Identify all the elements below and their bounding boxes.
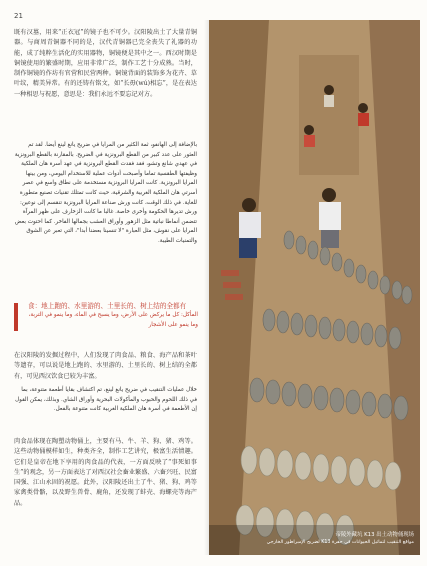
paragraph-zh-meat: 肉食品体现在陶塑动物俑上，主要有马、牛、羊、狗、猪、鸡等。这些动物俑模样如生，种类齐全，制作工艺讲究，极富生活情趣。它们是皇帝在地下享用的肉食品的代表，一方面反映了“事死如事生”的观念，另一方面表达了对西汉社会畜业繁盛、六畜兴旺、民富国强、江山永固的祝愿。此外，汉阳陵还出土了牛、猪、狗、鸡等家禽类骨骼，以及野生兽骨、鹿角，还发现了蚌壳、海螺壳等海产品。 bbox=[14, 438, 197, 507]
meat-block-zh bbox=[14, 437, 197, 509]
photo-caption-zh: 帝陵外藏坑 K13 出土动物俑现场 bbox=[335, 532, 414, 538]
intro-block bbox=[14, 28, 197, 100]
callout-accent-bar bbox=[14, 303, 18, 331]
photo-caption-ar: مواقع التنقيب لتماثيل الحيوانات في حفرة K13 لضريح الإمبراطور الخارجي bbox=[266, 540, 414, 545]
paragraph-zh-mirror: 既有汉墓，用来“正衣冠”的镜子也不可少。汉阳陵出土了大量青铜器。与商周青铜器不同的是，汉代青铜器已完全丧失了礼器的功能，成了纯粹生活化的实用器物，铜镜便是其中之一。西汉时期是铜镜使用的繁盛时期，应用非常广泛，制作工艺十分成熟。当时，制作铜镜的作坊有官营和民营两种。铜镜背面的装饰多为花卉、草叶纹，精美异常。有的还铸有铭文，如“长毋(wú)相忘”，是在表达一种相思与祝愿，意思是：我们永远不要忘记对方。 bbox=[14, 29, 197, 98]
section-callout bbox=[28, 301, 198, 330]
paragraph-zh-food: 在汉阳陵的发掘过程中，人们发现了肉食品、粮食、海产品和茶叶等遗存，可以说是地上跑的、水里游的、土里长的、树上结的全都有，可见西汉饮食已较为丰富。 bbox=[14, 352, 197, 380]
intro-block-ar bbox=[14, 141, 197, 247]
food-block-ar bbox=[14, 386, 197, 415]
worker-figure bbox=[324, 85, 334, 107]
page-number: 21 bbox=[14, 12, 23, 20]
callout-title-zh: 食：地上跑的、水里游的、土里长的、树上结的全都有 bbox=[28, 302, 187, 310]
photo-caption bbox=[264, 531, 414, 547]
food-block-zh bbox=[14, 351, 197, 382]
excavation-photo bbox=[209, 20, 420, 555]
worker-figure bbox=[358, 103, 369, 126]
paragraph-ar-mirror: بالإضافة إلى الهانفو، ثمة الكثير من المرايا في ضريح يانغ لينغ أيضا. لقد تم العثور على عدد كبير من القطع البرونزية في الضريح. بالمقارنة بالقطع البرونزية في عهدي شانغ وتشو، فقد فقدت القطع البرونزية في عهد أسرة هان الملكية وظيفتها الطقسية تماما وأصبحت أدوات عملية للاستخدام اليومي، ومن بينها المرايا البرونزية. كانت المرايا البرونزية مستخدمة على نطاق واسع في عصر أسرتي هان الملكية الغربية والشرقية، حيث كانت تمتلك تقنيات تصنيع متطورة للغاية. في ذلك الوقت، كانت ورش صناعة المرايا البرونزية تنقسم إلى نوعين: ورش تديرها الحكومة وأخرى خاصة. غالبا ما كانت الزخارف على ظهر المرآة تتضمن أنماطا نباتية مثل الزهور وأوراق العشب بجمالها الفاخر. كما احتوت بعض المرايا على نقوش، مثل العبارة "لا تنسينا بعضنا أبدا"، التي تعبر عن الشوق والتمنيات الطيبة. bbox=[14, 142, 197, 244]
callout-title-ar: المأكل: كل ما يركض على الأرض، وما يسبح في الماء، وما ينمو في التربة، وما ينمو على الأشجار bbox=[28, 312, 198, 328]
excavation-illustration bbox=[209, 20, 420, 555]
paragraph-ar-food: خلال عمليات التنقيب في ضريح يانغ لينغ، تم اكتشاف بقايا أطعمة متنوعة، بما في ذلك اللحوم والحبوب والمأكولات البحرية وأوراق الشاي. وبذلك، يمكن القول إن الأطعمة في أسرة هان الملكية الغربية كانت متنوعة بالفعل. bbox=[15, 387, 197, 413]
worker-figure bbox=[304, 125, 315, 147]
